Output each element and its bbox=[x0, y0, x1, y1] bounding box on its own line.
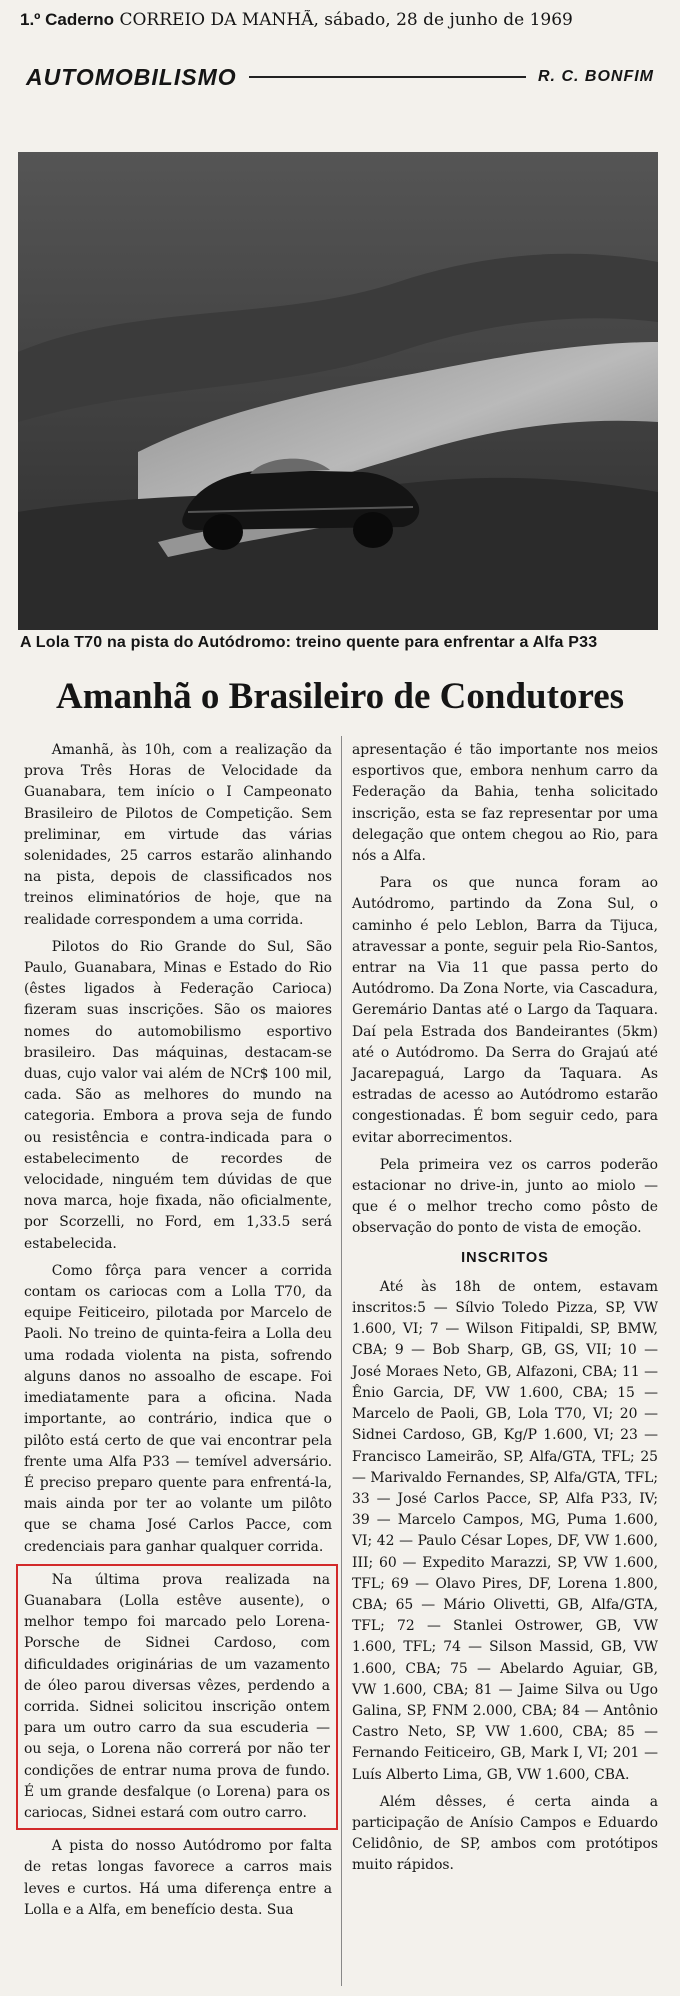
section-number: 1.º Caderno bbox=[20, 10, 115, 29]
entrants-list: Até às 18h de ontem, estavam inscritos:5 — Sílvio Toledo Pizza, SP, VW 1.600, VI; 7 — Wilson Fitipaldi, SP, BMW, CBA; 9 — Bob Sharp, GB, GS, VII; 10 — José Moraes Neto, GB, Alfazoni, CBA; 11 — Ênio Garcia, DF, VW 1.600, CBA; 15 — Marcelo de Paoli, GB, Lola T70, VI; 20 — Sidnei Cardoso, GB, Kg/P 1.600, VI; 23 — Francisco Lameirão, SP, Alfa/GTA, TFL; 25 — Marivaldo Fernandes, SP, Alfa/GTA, TFL; 33 — José Carlos Pacce, SP, Alfa P33, IV; 39 — Marcelo Campos, MG, Puma 1.600, VI; 42 — Paulo César Lopes, DF, VW 1.600, III; 60 — Expedito Marazzi, SP, VW 1.600, TFL; 69 — Olavo Pires, DF, Lorena 1.800, CBA; 65 — Mário Olivetti, GB, Alfa/GTA, TFL; 72 — Stanlei Ostrower, GB, VW 1.600, TFL; 74 — Silson Massid, GB, VW 1.600, CBA; 75 — Abelardo Aguiar, GB, VW 1.600, CBA; 81 — Jaime Silva ou Ugo Galina, SP, FNM 2.000, CBA; 84 — Antônio Castro Neto, SP, VW 1.600, CBA; 85 — Fernando Feiticeiro, GB, Mark I, VI; 201 — Luís Alberto Lima, GB, VW 1.600, CBA. bbox=[352, 1278, 658, 1783]
column-divider bbox=[341, 736, 342, 1986]
section-title: AUTOMOBILISMO bbox=[26, 63, 237, 90]
article-left-column bbox=[24, 740, 332, 1927]
photo-caption: A Lola T70 na pista do Autódromo: treino quente para enfrentar a Alfa P33 bbox=[20, 634, 598, 651]
race-car-photo-icon bbox=[18, 152, 658, 630]
page-header: 1.º Caderno CORREIO DA MANHÃ, sábado, 28 de junho de 1969 bbox=[20, 10, 573, 30]
section-bar bbox=[26, 62, 654, 92]
paragraph: Na última prova realizada na Guanabara (Lolla estêve ausente), o melhor tempo foi marcado pelo Lorena-Porsche de Sidnei Cardoso, com dificuldades originárias de um vazamento de óleo parou diversas vêzes, perdendo a corrida. Sidnei solicitou inscrição ontem para um outro carro da sua escuderia — ou seja, o Lorena não correrá por não ter condições de entrar numa prova de fundo. É um grande desfalque (o Lorena) para os cariocas, Sidnei estará com outro carro. bbox=[24, 1571, 330, 1821]
paragraph: Pilotos do Rio Grande do Sul, São Paulo, Guanabara, Minas e Estado do Rio (êstes ligados à Federação Carioca) fizeram suas inscrições. São os maiores nomes do automobilismo esportivo brasileiro. Das máquinas, destacam-se duas, cujo valor vai além de NCr$ 100 mil, cada. São as melhores do mundo na categoria. Embora a prova seja de fundo ou resistência e contra-indicada para o estabelecimento de recordes de velocidade, ninguém tem dúvidas de que nova marca, hoje fixada, não oficialmente, por Scorzelli, no Ford, em 1,33.5 será estabelecida. bbox=[24, 938, 332, 1252]
paragraph: A pista do nosso Autódromo por falta de retas longas favorece a carros mais leves e curtos. Há uma diferença entre a Lolla e a Alfa, em benefício desta. Sua bbox=[24, 1838, 332, 1918]
article-right-column bbox=[352, 740, 658, 1883]
paragraph: apresentação é tão importante nos meios esportivos que, embora nenhum carro da Federação da Bahia, tenha solicitado inscrição, esta se faz representar por uma delegação que ontem chegou ao Rio, para nós a Alfa. bbox=[352, 742, 658, 865]
race-car-photo bbox=[18, 152, 658, 630]
paragraph: Para os que nunca foram ao Autódromo, partindo da Zona Sul, o caminho é pelo Leblon, Barra da Tijuca, atravessar a ponte, seguir pela Rio-Santos, entrar na Via 11 que passa perto do Autódromo. Da Zona Norte, via Cascadura, Geremário Dantas até o Largo da Taquara. Daí pela Estrada dos Bandeirantes (5km) até o Autódromo. Da Serra do Grajaú até Jacarepaguá, Largo da Taquara. As estradas de acesso ao Autódromo estarão congestionadas. É bom seguir cedo, para evitar aborrecimentos. bbox=[352, 875, 658, 1146]
headline: Amanhã o Brasileiro de Condutores bbox=[55, 676, 625, 717]
author-byline: R. C. BONFIM bbox=[538, 68, 654, 85]
highlighted-passage bbox=[16, 1564, 338, 1830]
issue-date: sábado, 28 de junho de 1969 bbox=[324, 10, 573, 30]
newspaper-name: CORREIO DA MANHÃ bbox=[119, 10, 314, 30]
paragraph: Amanhã, às 10h, com a realização da prova Três Horas de Velocidade da Guanabara, tem início o I Campeonato Brasileiro de Pilotos de Competição. Sem preliminar, em virtude das várias solenidades, 25 carros estarão alinhando na pista, depois de classificados nos treinos eliminatórios de hoje, que na realidade correspondem a uma corrida. bbox=[24, 742, 332, 928]
section-rule bbox=[249, 76, 526, 78]
subheading-inscritos: INSCRITOS bbox=[461, 1249, 549, 1266]
paragraph: Pela primeira vez os carros poderão estacionar no drive-in, junto ao miolo — que é o melhor trecho como pôsto de observação do ponto de vista de emoção. bbox=[352, 1156, 658, 1237]
paragraph: Como fôrça para vencer a corrida contam os cariocas com a Lolla T70, da equipe Feiticeiro, pilotada por Marcelo de Paoli. No treino de quinta-feira a Lolla deu uma rodada violenta na pista, sofrendo alguns danos no assoalho de escape. Foi imediatamente para a oficina. Nada importante, ao contrário, indica que o pilôto está certo de que vai encontrar pela frente uma Alfa P33 — temível adversário. É preciso preparo quente para enfrentá-la, mais ainda por ter ao volante um pilôto que se chama José Carlos Pacce, com credenciais para ganhar qualquer corrida. bbox=[24, 1262, 332, 1555]
paragraph: Além dêsses, é certa ainda a participação de Anísio Campos e Eduardo Celidônio, de SP, ambos com protótipos muito rápidos. bbox=[352, 1793, 658, 1874]
